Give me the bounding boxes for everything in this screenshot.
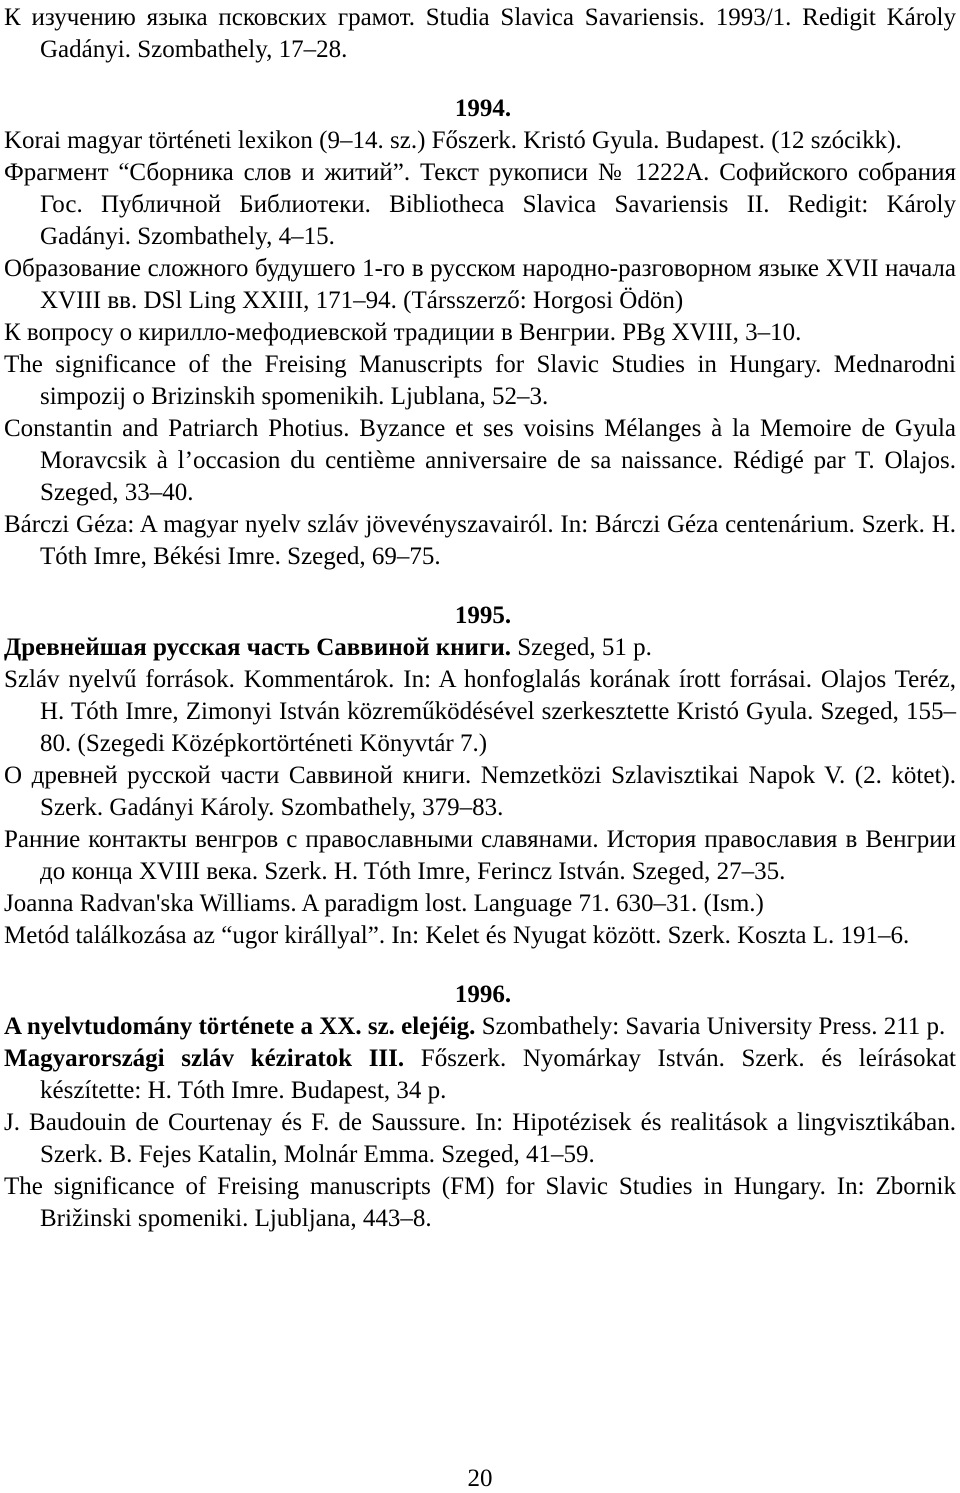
entry-text: Constantin and Patriarch Photius. Byzance et ses voisins Mélanges à la Memoire de Gyula Moravcsik à l’occasion du centième anniversaire de sa naissance. Rédigé par T. Olajos. Szeged, 33–40. xyxy=(4,415,956,506)
entry-text: The significance of Freising manuscripts (FM) for Slavic Studies in Hungary. In: Zbornik Brižinski spomeniki. Ljubljana, 443–8. xyxy=(4,1173,956,1232)
year-heading: 1996. xyxy=(454,981,512,1008)
entry-text: К изучению языка псковских грамот. Studia Slavica Savariensis. 1993/1. Redigit Károly Gadányi. Szombathely, 17–28. xyxy=(4,4,956,63)
entry-text: К вопросу о кирилло-мефодиевской традиции в Венгрии. PBg XVIII, 3–10. xyxy=(4,319,802,346)
bibliography-entry xyxy=(4,888,956,920)
bibliography-entry xyxy=(4,349,956,413)
entry-text: Ранние контакты венгров с православными славянами. История православия в Венгрии до конца XVIII века. Szerk. H. Tóth Imre, Ferincz István. Szeged, 27–35. xyxy=(4,826,956,885)
entry-text: Korai magyar történeti lexikon (9–14. sz.) Főszerk. Kristó Gyula. Budapest. (12 szócikk). xyxy=(4,127,902,154)
entry-title: A nyelvtudomány története a XX. sz. elejéig. xyxy=(4,1013,476,1040)
section-1996 xyxy=(4,979,956,1235)
entry-title: Древнейшая русская часть Саввиной книги. xyxy=(4,634,511,661)
page-number: 20 xyxy=(467,1465,493,1492)
entry-text: Főszerk. Nyomárkay István. Szerk. és leírásokat készítette: H. Tóth Imre. Budapest, 34 p. xyxy=(40,1045,956,1104)
document-page xyxy=(4,0,956,1235)
bibliography-entry xyxy=(4,1107,956,1171)
bibliography-entry xyxy=(4,125,956,157)
bibliography-entry xyxy=(4,1011,956,1043)
entry-title: Magyarországi szláv kéziratok III. xyxy=(4,1045,405,1072)
entry-text: Фрагмент “Сборника слов и житий”. Текст рукописи № 1222A. Софийского собрания Гос. Публичной Библиотеки. Bibliotheca Slavica Savariensis II. Redigit: Károly Gadányi. Szombathely, 4–15. xyxy=(4,159,956,250)
bibliography-entry xyxy=(4,760,956,824)
entry-text: О древней русской части Саввиной книги. Nemzetközi Szlavisztikai Napok V. (2. kötet). Szerk. Gadányi Károly. Szombathely, 379–83. xyxy=(4,762,956,821)
entry-text: J. Baudouin de Courtenay és F. de Saussure. In: Hipotézisek és realitások a lingvisztikában. Szerk. B. Fejes Katalin, Molnár Emma. Szeged, 41–59. xyxy=(4,1109,956,1168)
bibliography-entry xyxy=(4,253,956,317)
entry-text: Szláv nyelvű források. Kommentárok. In: A honfoglalás korának írott forrásai. Olajos Teréz, H. Tóth Imre, Zimonyi István közreműködésével szerkesztette Kristó Gyula. Szeged, 155–80. (Szegedi Középkortörténeti Könyvtár 7.) xyxy=(4,666,956,757)
entry-text: The significance of the Freising Manuscripts for Slavic Studies in Hungary. Mednarodni simpozij o Brizinskih spomenikih. Ljublana, 52–3. xyxy=(4,351,956,410)
bibliography-entry xyxy=(4,920,956,952)
entry-text: Joanna Radvan'ska Williams. A paradigm lost. Language 71. 630–31. (Ism.) xyxy=(4,890,764,917)
entry-text: Metód találkozása az “ugor királlyal”. In: Kelet és Nyugat között. Szerk. Koszta L. 191–6. xyxy=(4,922,910,949)
bibliography-entry xyxy=(4,317,956,349)
bibliography-entry xyxy=(4,413,956,509)
bibliography-entry xyxy=(4,157,956,253)
entry-text: Bárczi Géza: A magyar nyelv szláv jövevényszavairól. In: Bárczi Géza centenárium. Szerk. H. Tóth Imre, Békési Imre. Szeged, 69–75. xyxy=(4,511,956,570)
bibliography-entry xyxy=(4,1171,956,1235)
bibliography-entry xyxy=(4,509,956,573)
bibliography-entry xyxy=(4,2,956,66)
bibliography-entry xyxy=(4,664,956,760)
year-heading: 1994. xyxy=(454,95,512,122)
bibliography-entry xyxy=(4,632,956,664)
entry-text: Szombathely: Savaria University Press. 211 p. xyxy=(475,1013,946,1040)
section-1995 xyxy=(4,600,956,952)
entry-text: Szeged, 51 p. xyxy=(510,634,652,661)
bibliography-entry xyxy=(4,824,956,888)
section-1994 xyxy=(4,93,956,573)
year-heading: 1995. xyxy=(454,602,512,629)
bibliography-entry xyxy=(4,1043,956,1107)
section-continuation xyxy=(4,2,956,66)
entry-text: Образование сложного будушего 1-го в русском народно-разговорном языке XVII начала XVIII вв. DSl Ling XXIII, 171–94. (Társszerző: Horgosi Ödön) xyxy=(4,255,956,314)
